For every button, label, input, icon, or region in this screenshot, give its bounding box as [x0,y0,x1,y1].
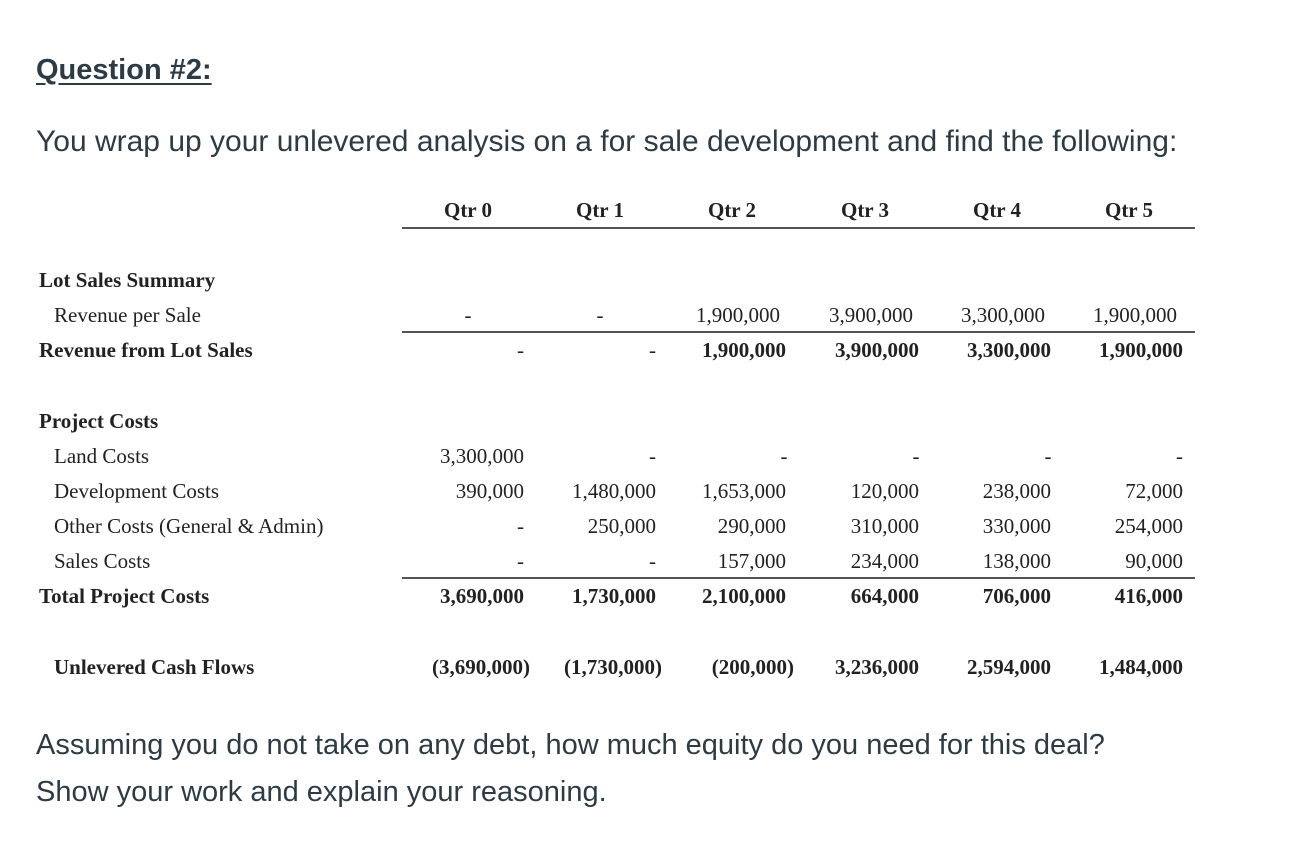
table-cell: 138,000 [982,549,1051,573]
row-label-development-costs: Development Costs [54,479,220,503]
table-cell: 3,236,000 [835,655,919,679]
table-cell: 1,900,000 [1093,303,1177,327]
table-cell: 1,900,000 [1099,338,1183,362]
table-cell: 157,000 [717,549,786,573]
table-cell: 234,000 [850,549,919,573]
column-header: Qtr 0 [443,198,493,222]
table-cell: 2,100,000 [702,584,786,608]
table-cell: 254,000 [1114,514,1183,538]
row-label-land-costs: Land Costs [54,444,150,468]
table-cell: - [649,549,656,573]
table-cell: - [517,338,524,362]
table-cell: 2,594,000 [967,655,1051,679]
table-cell: 664,000 [850,584,919,608]
table-cell: 416,000 [1114,584,1183,608]
row-label-revenue-per-sale: Revenue per Sale [54,303,201,327]
table-cell: 238,000 [982,479,1051,503]
table-cell: - [464,303,472,327]
row-label-revenue-from-lot-sales: Revenue from Lot Sales [39,338,253,362]
question-line: Assuming you do not take on any debt, how much equity do you need for this deal? [36,729,1105,761]
table-cell: - [596,303,604,327]
table-cell: 72,000 [1125,479,1183,503]
table-cell: (3,690,000) [432,655,530,679]
row-label-total-project-costs: Total Project Costs [39,584,210,608]
question-line: Show your work and explain your reasoning. [36,776,607,808]
column-header: Qtr 2 [707,198,757,222]
column-header: Qtr 4 [972,198,1022,222]
table-cell: 120,000 [850,479,919,503]
table-cell: - [649,338,656,362]
table-cell: - [517,514,524,538]
table-cell: 290,000 [717,514,786,538]
table-cell: 3,300,000 [961,303,1045,327]
intro-text: You wrap up your unlevered analysis on a for sale development and find the following: [36,125,1178,158]
table-cell: - [1176,444,1183,468]
section-title-project-costs: Project Costs [39,409,159,433]
table-cell: 390,000 [455,479,524,503]
table-cell: 3,900,000 [835,338,919,362]
question-heading: Question #2: [36,54,212,86]
subtotal-rule [402,577,1195,579]
question-text [36,722,1105,816]
table-cell: 1,900,000 [696,303,780,327]
section-title-lot-sales: Lot Sales Summary [39,268,216,292]
table-cell: - [780,444,788,468]
table-cell: 1,480,000 [572,479,656,503]
table-cell: 1,900,000 [702,338,786,362]
row-label-unlevered-cash-flows: Unlevered Cash Flows [54,655,255,679]
row-label-sales-costs: Sales Costs [54,549,151,573]
column-header: Qtr 5 [1104,198,1154,222]
table-cell: - [517,549,524,573]
table-cell: 3,900,000 [829,303,913,327]
subtotal-rule [402,331,1195,333]
table-cell: - [912,444,920,468]
table-cell: (1,730,000) [564,655,662,679]
table-cell: 1,484,000 [1099,655,1183,679]
table-cell: - [649,444,656,468]
row-label-other-costs: Other Costs (General & Admin) [54,514,324,538]
table-cell: - [1044,444,1052,468]
table-cell: 330,000 [982,514,1051,538]
table-cell: 1,653,000 [702,479,786,503]
table-cell: 90,000 [1125,549,1183,573]
table-cell: 3,300,000 [440,444,524,468]
header-rule [402,227,1195,229]
column-header: Qtr 1 [575,198,625,222]
table-cell: 250,000 [587,514,656,538]
table-cell: (200,000) [711,655,794,679]
table-cell: 706,000 [982,584,1051,608]
table-cell: 3,300,000 [967,338,1051,362]
table-cell: 3,690,000 [440,584,524,608]
table-cell: 310,000 [850,514,919,538]
column-header: Qtr 3 [840,198,890,222]
table-cell: 1,730,000 [572,584,656,608]
